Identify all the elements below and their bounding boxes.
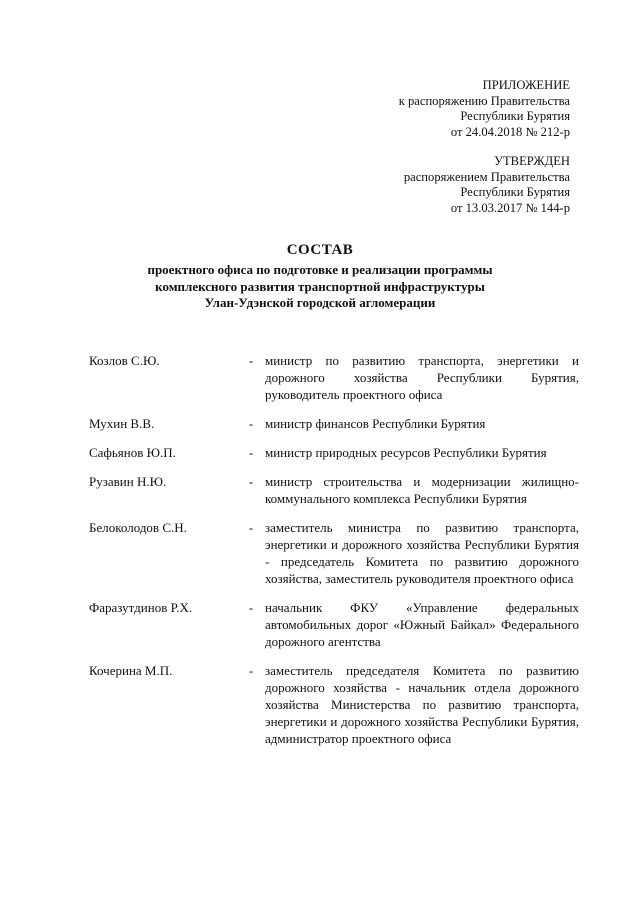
member-dash: -	[248, 474, 254, 489]
approved-header	[404, 154, 570, 216]
member-role: министр финансов Республики Бурятия	[265, 416, 486, 431]
member-row	[89, 473, 579, 507]
member-name: Мухин В.В.	[89, 416, 155, 431]
member-role: заместитель министра по развитию транспорта, энергетики и дорожного хозяйства Республики Бурятия - председатель Комитета по развитию дорожного хозяйства, заместитель руководителя проектного офиса	[265, 520, 579, 586]
member-role: начальник ФКУ «Управление федеральных автомобильных дорог «Южный Байкал» Федерального дорожного агентства	[265, 600, 579, 649]
member-row	[89, 599, 579, 650]
member-name: Фаразутдинов Р.Х.	[89, 600, 193, 615]
appendix-line: к распоряжению Правительства	[398, 93, 570, 108]
member-dash: -	[248, 520, 254, 535]
subtitle-line: проектного офиса по подготовке и реализации программы	[147, 262, 493, 277]
member-dash: -	[248, 445, 254, 460]
member-row	[89, 444, 579, 461]
member-name: Козлов С.Ю.	[89, 353, 160, 368]
member-name: Сафьянов Ю.П.	[89, 445, 176, 460]
member-role: министр по развитию транспорта, энергетики и дорожного хозяйства Республики Бурятия, руководитель проектного офиса	[265, 353, 579, 402]
appendix-line: ПРИЛОЖЕНИЕ	[482, 78, 570, 92]
subtitle-line: комплексного развития транспортной инфраструктуры	[155, 278, 485, 294]
document-title: СОСТАВ	[286, 242, 354, 258]
subtitle-line: Улан-Удэнской городской агломерации	[204, 295, 436, 310]
member-dash: -	[248, 353, 254, 368]
members-list	[89, 352, 579, 759]
approved-line: распоряжением Правительства	[403, 169, 570, 184]
appendix-line: Республики Бурятия	[460, 109, 570, 123]
member-role: министр природных ресурсов Республики Бурятия	[265, 445, 547, 460]
member-name: Белоколодов С.Н.	[89, 520, 187, 535]
member-row	[89, 662, 579, 747]
appendix-line: от 24.04.2018 № 212-р	[450, 124, 570, 139]
member-name: Рузавин Н.Ю.	[89, 474, 167, 489]
member-row	[89, 352, 579, 403]
member-dash: -	[248, 416, 254, 431]
member-row	[89, 519, 579, 587]
member-dash: -	[248, 600, 254, 615]
member-role: заместитель председателя Комитета по развитию дорожного хозяйства - начальник отдела дорожного хозяйства Министерства по развитию транспорта, энергетики и дорожного хозяйства Республики Бурятия, администратор проектного офиса	[265, 663, 579, 746]
member-name: Кочерина М.П.	[89, 663, 173, 678]
approved-line: Республики Бурятия	[460, 185, 570, 199]
member-role: министр строительства и модернизации жилищно-коммунального комплекса Республики Бурятия	[265, 474, 579, 506]
member-row	[89, 415, 579, 432]
member-dash: -	[248, 663, 254, 678]
approved-line: от 13.03.2017 № 144-р	[450, 200, 570, 215]
approved-line: УТВЕРЖДЕН	[494, 154, 570, 168]
document-subtitle	[0, 262, 640, 312]
appendix-header	[399, 78, 570, 140]
